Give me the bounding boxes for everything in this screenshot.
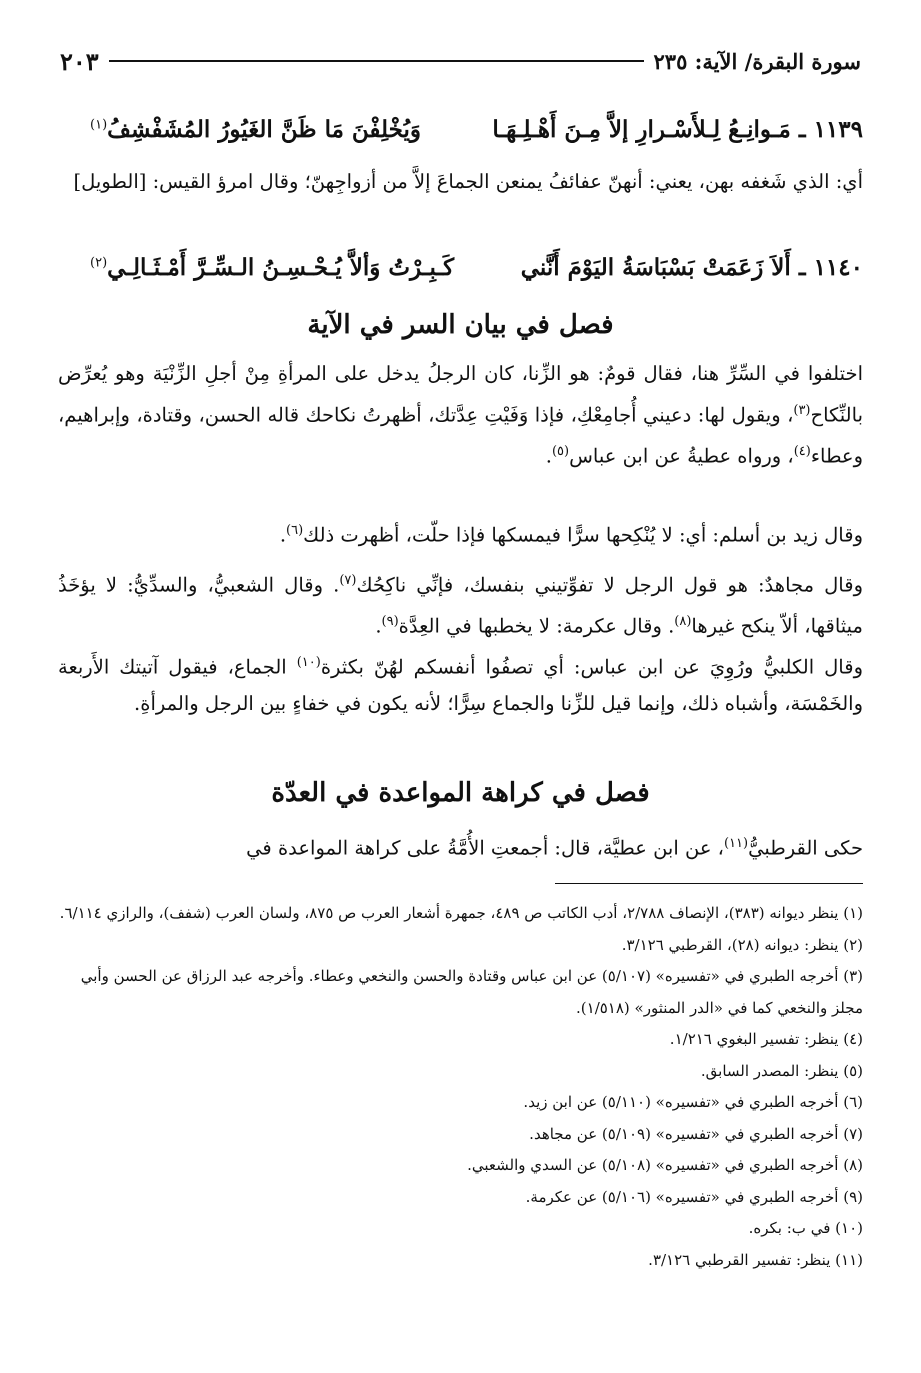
footnote-ref: (١٠) xyxy=(296,655,321,670)
footnote-2 xyxy=(58,930,863,962)
text: وقال مجاهدٌ: هو قول الرجل لا تفوِّتيني بنفسك، فإنِّي ناكِحُك xyxy=(356,573,863,597)
text: حكى القرطبيُّ xyxy=(748,836,863,860)
paragraph-explanation: أي: الذي شَغفه بهن، يعني: أنهنّ عفائفُ يمنعن الجماعَ إلاَّ من أزواجِهنّ؛ وقال امرؤ القيس: [الطويل] xyxy=(73,170,863,193)
footnote-ref: (٥) xyxy=(551,443,570,459)
footnote-text: ينظر ديوانه (٣٨٣)، الإنصاف ٢/٧٨٨، أدب الكاتب ص ٤٨٩، جمهرة أشعار العرب ص ٨٧٥، ولسان العرب (شفف)، والرازي ٦/١١٤. xyxy=(59,904,839,922)
footnote-ref: (٤) xyxy=(793,443,811,459)
verse-second-text: وَيُخْلِفْنَ مَا ظَنَّ الغَيُورُ المُشَفْشِفُ xyxy=(107,115,422,143)
verse-first-hemistich: ١١٣٩ ـ مَـوانِـعُ لِـلأَسْـرارِ إلاَّ مِـنَ أَهْـلِـهَـا xyxy=(492,115,863,143)
verse-first-hemistich: ١١٤٠ ـ أَلاَ زَعَمَتْ بَسْبَاسَةُ اليَوْمَ أَنَّني xyxy=(520,253,863,281)
verse-second-hemistich xyxy=(90,254,454,281)
text: ، ويقول لها: دعيني أُجامِعْكِ، فإذا وَفَيْتِ عِدَّتك، أظهرتُ نكاحك قاله الحسن، وقتادة، وإبراهيم، وعطاء xyxy=(58,403,863,467)
paragraph-mujahid xyxy=(58,563,863,645)
text: . xyxy=(375,614,382,638)
footnote-number: (١١) xyxy=(835,1250,863,1269)
footnote-number: (١٠) xyxy=(835,1219,863,1237)
footnote-8 xyxy=(58,1150,863,1182)
paragraph-zayd xyxy=(58,513,863,554)
text: ، عن ابن عطيَّة، قال: أجمعتِ الأُمَّةُ على كراهة المواعدة في xyxy=(246,836,724,860)
footnote-11 xyxy=(58,1245,863,1277)
footnote-7 xyxy=(58,1119,863,1151)
verse-second-hemistich xyxy=(90,116,421,143)
footnote-text: أخرجه الطبري في «تفسيره» (٥/١٠٧) عن ابن عباس وقتادة والحسن والنخعي وعطاء. وأخرجه عبد الرزاق عن الحسن وأبي مجلز والنخعي كما في «الدر المنثور» (١/٥١٨). xyxy=(80,967,863,1017)
footnote-number: (٣) xyxy=(843,967,863,985)
footnotes xyxy=(58,898,863,1276)
footnote-number: (١) xyxy=(843,904,863,922)
poetry-verse-1140 xyxy=(90,245,863,289)
running-header xyxy=(60,44,861,78)
text: وقال زيد بن أسلم: أي: لا يُنْكِحها سرًّا فيمسكها فإذا حلّت، أظهرت ذلك xyxy=(303,523,863,547)
footnote-text: أخرجه الطبري في «تفسيره» (٥/١٠٩) عن مجاهد. xyxy=(529,1124,839,1143)
footnote-ref: (٢) xyxy=(90,254,108,270)
footnote-number: (٩) xyxy=(843,1187,863,1206)
footnote-3 xyxy=(58,961,863,1024)
paragraph-disagreement xyxy=(58,356,863,475)
footnote-text: ينظر: المصدر السابق. xyxy=(700,1061,839,1080)
footnote-number: (٤) xyxy=(843,1030,863,1048)
footnote-text: في ب: بكره. xyxy=(748,1219,831,1237)
footnote-1 xyxy=(58,898,863,930)
header-rule xyxy=(109,60,644,62)
text: . xyxy=(545,444,552,467)
footnote-5 xyxy=(58,1056,863,1088)
footnote-ref: (٣) xyxy=(793,402,811,418)
surah-title: سورة البقرة/ الآية: ٢٣٥ xyxy=(653,48,861,74)
footnote-number: (٦) xyxy=(843,1093,863,1111)
footnote-number: (٥) xyxy=(843,1061,863,1080)
footnote-9 xyxy=(58,1182,863,1214)
footnote-ref: (٧) xyxy=(339,573,357,588)
text: الجماع، فيقول آتيتك الأَربعة والخَمْسَة، وأشباه ذلك، وإنما قيل للزِّنا والجماع سِرًّا؛ لأنه يكون في خفاءٍ بين الرجل والمرأةِ. xyxy=(58,655,863,715)
poetry-verse-1139 xyxy=(90,107,863,151)
footnote-text: أخرجه الطبري في «تفسيره» (٥/١٠٨) عن السدي والشعبي. xyxy=(467,1156,839,1174)
text: . وقال عكرمة: لا يخطبها في العِدَّة xyxy=(398,614,675,638)
section-heading-promise: فصل في كراهة المواعدة في العدّة xyxy=(271,778,650,808)
footnote-text: ينظر: ديوانه (٢٨)، القرطبي ٣/١٢٦. xyxy=(621,935,839,954)
footnote-ref: (٨) xyxy=(674,614,692,629)
footnote-6 xyxy=(58,1087,863,1119)
footnote-text: أخرجه الطبري في «تفسيره» (٥/١١٠) عن ابن زيد. xyxy=(523,1093,839,1111)
footnote-number: (٨) xyxy=(843,1156,863,1174)
footnote-number: (٢) xyxy=(843,935,863,954)
section-heading-secret: فصل في بيان السر في الآية xyxy=(307,310,614,340)
text: ، ورواه عطيةُ عن ابن عباس xyxy=(569,444,794,467)
text: . xyxy=(279,523,287,547)
footnote-ref: (٩) xyxy=(381,614,399,629)
paragraph-qurtubi xyxy=(58,826,863,867)
footnote-ref: (١١) xyxy=(723,836,749,851)
footnote-number: (٧) xyxy=(843,1124,863,1143)
footnote-text: ينظر: تفسير البغوي ١/٢١٦. xyxy=(669,1030,839,1048)
paragraph-kalbi xyxy=(58,645,863,723)
footnote-ref: (١) xyxy=(90,116,108,132)
footnote-4 xyxy=(58,1024,863,1056)
footnote-10 xyxy=(58,1213,863,1245)
footnote-ref: (٦) xyxy=(286,523,304,538)
verse-second-text: كَـبِـرْتُ وَألاَّ يُـحْـسِـنُ الـسِّـرَّ أَمْـثَـالِـي xyxy=(107,253,455,281)
footnote-separator xyxy=(555,883,863,884)
page-number: ٢٠٣ xyxy=(60,46,99,76)
text: وقال الكلبيُّ ورُوِيَ عن ابن عباس: أي تصفُوا أنفسكم لهُنّ بكثرة xyxy=(320,655,863,679)
footnote-text: ينظر: تفسير القرطبي ٣/١٢٦. xyxy=(648,1250,831,1269)
footnote-text: أخرجه الطبري في «تفسيره» (٥/١٠٦) عن عكرمة. xyxy=(525,1187,839,1206)
text: اختلفوا في السِّرِّ هنا، فقال قومٌ: هو الزِّنا، كان الرجلُ يدخل على المرأةِ مِنْ أجلِ الزِّنْيَة وهو يُعرِّض بالنِّكاح xyxy=(58,362,863,426)
text: . وقال الشعبيُّ، والسدِّيُّ: لا يؤخَذُ ميثاقها، ألاّ ينكح غيرها xyxy=(58,573,863,638)
